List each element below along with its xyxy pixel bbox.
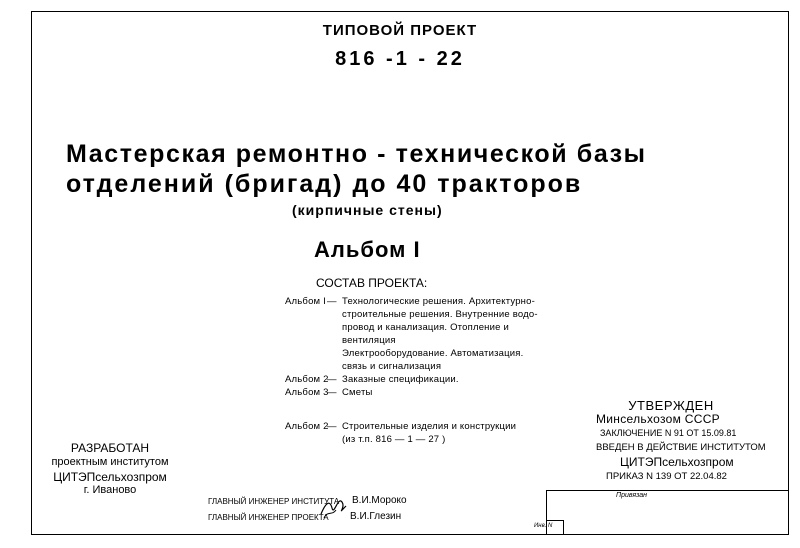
project-type: ТИПОВОЙ ПРОЕКТ <box>322 22 478 39</box>
stamp-box <box>546 490 789 535</box>
signature-name-2: В.И.Глезин <box>350 511 402 522</box>
composition-item-line: (из т.п. 816 — 1 — 27 ) <box>342 434 446 445</box>
composition-item-line: вентиляция <box>342 335 396 346</box>
composition-item-label: Альбом I <box>285 296 326 307</box>
approval-line-6: ПРИКАЗ N 139 ОТ 22.04.82 <box>606 471 727 482</box>
composition-item-line: строительные решения. Внутренние водо- <box>342 309 538 320</box>
composition-item-line: Сметы <box>342 387 373 398</box>
approval-line-4: ВВЕДЕН В ДЕЙСТВИЕ ИНСТИТУТОМ <box>596 442 766 453</box>
composition-item-label: Альбом 3 <box>285 387 329 398</box>
project-number: 816 -1 - 22 <box>335 48 465 70</box>
approval-line-2: Минсельхозом СССР <box>596 412 720 426</box>
title-line-3: (кирпичные стены) <box>292 202 443 218</box>
developer-line-3: ЦИТЭПсельхозпром <box>53 470 167 484</box>
composition-item-line: Заказные спецификации. <box>342 374 459 385</box>
dash: — <box>327 374 337 385</box>
developer-line-2: проектным институтом <box>51 456 169 468</box>
dash: — <box>327 421 337 432</box>
dash: — <box>327 387 337 398</box>
chief-engineer-project-label: ГЛАВНЫЙ ИНЖЕНЕР ПРОЕКТА <box>208 513 329 522</box>
stamp-inv-label: Инв. N <box>534 523 553 529</box>
approval-line-3: ЗАКЛЮЧЕНИЕ N 91 ОТ 15.09.81 <box>600 428 737 438</box>
approval-line-5: ЦИТЭПсельхозпром <box>620 455 734 469</box>
composition-heading: СОСТАВ ПРОЕКТА: <box>316 276 428 290</box>
title-line-2: отделений (бригад) до 40 тракторов <box>66 170 583 198</box>
composition-item-line: Строительные изделия и конструкции <box>342 421 517 432</box>
composition-item-label: Альбом 2 <box>285 374 329 385</box>
chief-engineer-institute-label: ГЛАВНЫЙ ИНЖЕНЕР ИНСТИТУТА <box>208 497 340 506</box>
approval-line-1: УТВЕРЖДЕН <box>628 398 714 413</box>
composition-item-line: связь и сигнализация <box>342 361 442 372</box>
composition-item-line: Электрооборудование. Автоматизация. <box>342 348 524 359</box>
composition-item-line: Технологические решения. Архитектурно- <box>342 296 535 307</box>
signature-name-1: В.И.Мороко <box>352 495 407 506</box>
stamp-attached-label: Привязан <box>616 492 648 499</box>
developer-line-4: г. Иваново <box>83 484 137 496</box>
composition-item-line: провод и канализация. Отопление и <box>342 322 509 333</box>
dash: — <box>327 296 337 307</box>
signature-icon <box>318 492 348 520</box>
album-title: Альбом I <box>314 237 421 262</box>
composition-item-label: Альбом 2 <box>285 421 329 432</box>
developer-line-1: РАЗРАБОТАН <box>70 441 150 455</box>
title-line-1: Мастерская ремонтно - технической базы <box>66 140 647 168</box>
